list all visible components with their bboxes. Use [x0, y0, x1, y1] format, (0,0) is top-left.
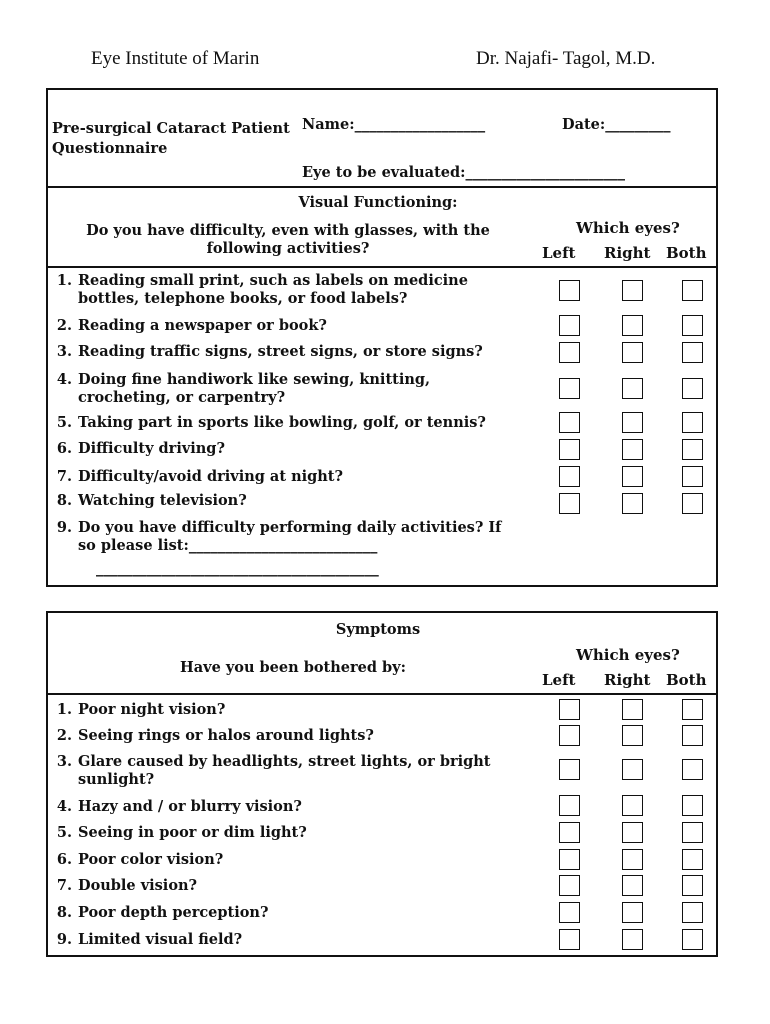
checkbox-both[interactable]	[682, 699, 703, 720]
divider	[48, 186, 716, 188]
symptoms-section: Symptoms Have you been bothered by: Which eyes? Left Right Both 1. Poor night vision? 2. Seeing rings or halos around lights? 3. Glare caused by headlights, street lights, or bright sunlight? 4. Hazy and / or blurry vision? 5. Seeing in poor or dim light? 6. Poor color vision? 7. Double vision? 8. Poor depth perception? 9. Limited visual field?	[46, 611, 718, 957]
checkbox-left[interactable]	[559, 795, 580, 816]
checkbox-both[interactable]	[682, 902, 703, 923]
checkbox-right[interactable]	[622, 699, 643, 720]
which-eyes-label: Which eyes?	[576, 646, 680, 664]
checkbox-right[interactable]	[622, 875, 643, 896]
activities-list-line[interactable]: _______________________________________	[96, 560, 379, 577]
checkbox-left[interactable]	[559, 759, 580, 780]
col-left-label: Left	[542, 671, 576, 689]
checkbox-both[interactable]	[682, 280, 703, 301]
col-left-label: Left	[542, 244, 576, 262]
checkbox-left[interactable]	[559, 280, 580, 301]
date-field[interactable]: Date:_________	[562, 116, 671, 133]
checkbox-right[interactable]	[622, 378, 643, 399]
checkbox-left[interactable]	[559, 493, 580, 514]
checkbox-left[interactable]	[559, 875, 580, 896]
checkbox-right[interactable]	[622, 902, 643, 923]
checkbox-both[interactable]	[682, 929, 703, 950]
checkbox-left[interactable]	[559, 849, 580, 870]
visual-question: Do you have difficulty, even with glasses, with the following activities?	[86, 222, 490, 257]
checkbox-both[interactable]	[682, 875, 703, 896]
checkbox-both[interactable]	[682, 822, 703, 843]
divider	[48, 266, 716, 268]
checkbox-right[interactable]	[622, 466, 643, 487]
checkbox-both[interactable]	[682, 795, 703, 816]
checkbox-both[interactable]	[682, 439, 703, 460]
eye-evaluated-field[interactable]: Eye to be evaluated:______________________	[302, 164, 625, 181]
checkbox-left[interactable]	[559, 929, 580, 950]
col-both-label: Both	[666, 671, 707, 689]
checkbox-both[interactable]	[682, 378, 703, 399]
checkbox-right[interactable]	[622, 439, 643, 460]
doctor-name: Dr. Najafi- Tagol, M.D.	[476, 48, 656, 69]
checkbox-left[interactable]	[559, 466, 580, 487]
checkbox-both[interactable]	[682, 759, 703, 780]
checkbox-left[interactable]	[559, 725, 580, 746]
checkbox-both[interactable]	[682, 315, 703, 336]
checkbox-left[interactable]	[559, 342, 580, 363]
checkbox-right[interactable]	[622, 315, 643, 336]
checkbox-right[interactable]	[622, 822, 643, 843]
checkbox-left[interactable]	[559, 378, 580, 399]
form-title-line1: Pre-surgical Cataract Patient	[52, 120, 290, 137]
checkbox-right[interactable]	[622, 493, 643, 514]
checkbox-both[interactable]	[682, 342, 703, 363]
checkbox-both[interactable]	[682, 493, 703, 514]
checkbox-right[interactable]	[622, 725, 643, 746]
checkbox-right[interactable]	[622, 759, 643, 780]
form-title-line2: Questionnaire	[52, 140, 168, 157]
checkbox-left[interactable]	[559, 412, 580, 433]
name-field[interactable]: Name:__________________	[302, 116, 486, 133]
checkbox-right[interactable]	[622, 795, 643, 816]
checkbox-left[interactable]	[559, 439, 580, 460]
divider	[48, 693, 716, 695]
institute-name: Eye Institute of Marin	[91, 48, 260, 69]
checkbox-both[interactable]	[682, 725, 703, 746]
checkbox-both[interactable]	[682, 849, 703, 870]
checkbox-both[interactable]	[682, 412, 703, 433]
checkbox-right[interactable]	[622, 929, 643, 950]
checkbox-left[interactable]	[559, 822, 580, 843]
col-right-label: Right	[604, 244, 651, 262]
col-both-label: Both	[666, 244, 707, 262]
checkbox-right[interactable]	[622, 280, 643, 301]
col-right-label: Right	[604, 671, 651, 689]
visual-heading: Visual Functioning:	[298, 194, 458, 211]
checkbox-left[interactable]	[559, 902, 580, 923]
visual-functioning-section: Pre-surgical Cataract Patient Questionnaire Name:__________________ Date:_________ Eye to be evaluated:______________________ Visual Functioning: Do you have difficulty, even with glasses, with the following activities? Which eyes? Left Right Both 1. Reading small print, such as labels on medicine bottles, telephone books, or food labels? 2. Reading a newspaper or book? 3. Reading traffic signs, street signs, or store signs? 4. Doing fine handiwork like sewing, knitting, crocheting, or carpentry? 5. Taking part in sports like bowling, golf, or tennis? 6. Difficulty driving? 7. Difficulty/avoid driving at night? 8. Watching television? 9. Do you have difficulty performing daily activities? If so please list:__________________________ _______________________________________	[46, 88, 718, 587]
checkbox-left[interactable]	[559, 699, 580, 720]
symptoms-heading: Symptoms	[335, 621, 421, 638]
checkbox-both[interactable]	[682, 466, 703, 487]
checkbox-right[interactable]	[622, 849, 643, 870]
checkbox-right[interactable]	[622, 342, 643, 363]
checkbox-right[interactable]	[622, 412, 643, 433]
symptoms-question: Have you been bothered by:	[180, 659, 406, 676]
which-eyes-label: Which eyes?	[576, 219, 680, 237]
list-item: 1. Reading small print, such as labels on medicine bottles, telephone books, or food labels?	[56, 272, 468, 307]
checkbox-left[interactable]	[559, 315, 580, 336]
